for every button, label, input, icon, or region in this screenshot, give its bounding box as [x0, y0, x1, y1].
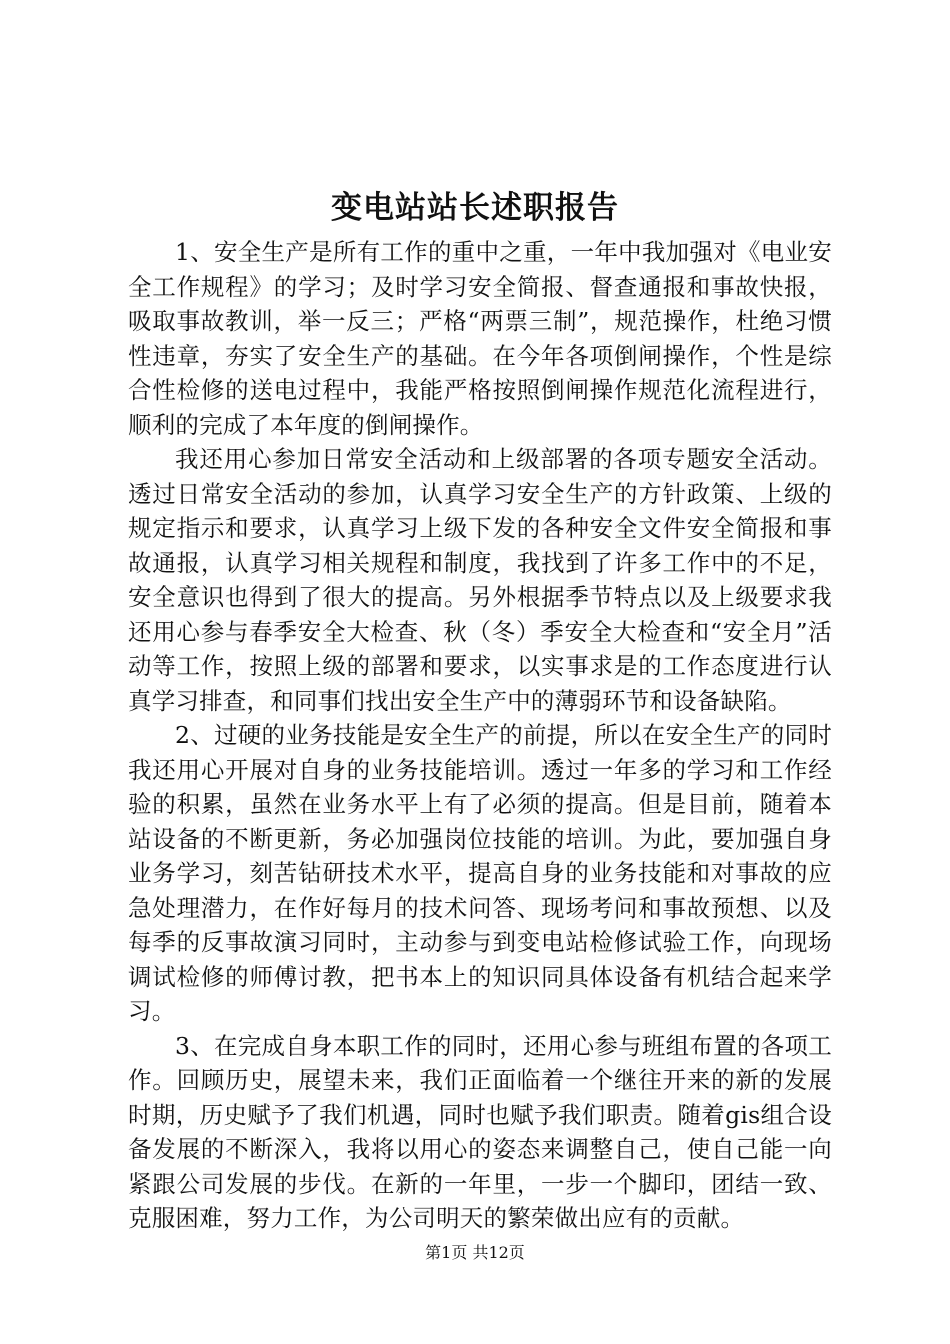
document-title: 变电站站长述职报告	[331, 190, 619, 226]
paragraph-business-skills: 2、过硬的业务技能是安全生产的前提，所以在安全生产的同时我还用心开展对自身的业务技能培训。透过一年多的学习和工作经验的积累，虽然在业务水平上有了必须的提高。但是目前，随着本站设备的不断更新，务必加强岗位技能的培训。为此，要加强自身业务学习，刻苦钻研技术水平，提高自身的业务技能和对事故的应急处理潜力，在作好每月的技术问答、现场考问和事故预想、以及每季的反事故演习同时，主动参与到变电站检修试验工作，向现场调试检修的师傅讨教，把书本上的知识同具体设备有机结合起来学习。	[128, 721, 832, 1025]
page-footer: 第1页 共12页	[425, 1243, 525, 1262]
document-body	[128, 235, 832, 1236]
paragraph-team-work: 3、在完成自身本职工作的同时，还用心参与班组布置的各项工作。回顾历史，展望未来，我们正面临着一个继往开来的新的发展时期，历史赋予了我们机遇，同时也赋予我们职责。随着gis组合设备发展的不断深入，我将以用心的姿态来调整自己，使自己能一向紧跟公司发展的步伐。在新的一年里，一步一个脚印，团结一致、克服困难，努力工作，为公司明天的繁荣做出应有的贡献。	[128, 1031, 832, 1232]
paragraph-safety-production: 1、安全生产是所有工作的重中之重，一年中我加强对《电业安全工作规程》的学习；及时学习安全简报、督查通报和事故快报，吸取事故教训，举一反三；严格“两票三制”，规范操作，杜绝习惯性违章，夯实了安全生产的基础。在今年各项倒闸操作，个性是综合性检修的送电过程中，我能严格按照倒闸操作规范化流程进行，顺利的完成了本年度的倒闸操作。	[128, 238, 832, 439]
paragraph-safety-activities: 我还用心参加日常安全活动和上级部署的各项专题安全活动。透过日常安全活动的参加，认真学习安全生产的方针政策、上级的规定指示和要求，认真学习上级下发的各种安全文件安全简报和事故通报，认真学习相关规程和制度，我找到了许多工作中的不足，安全意识也得到了很大的提高。另外根据季节特点以及上级要求我还用心参与春季安全大检查、秋（冬）季安全大检查和“安全月”活动等工作，按照上级的部署和要求，以实事求是的工作态度进行认真学习排查，和同事们找出安全生产中的薄弱环节和设备缺陷。	[128, 445, 832, 715]
